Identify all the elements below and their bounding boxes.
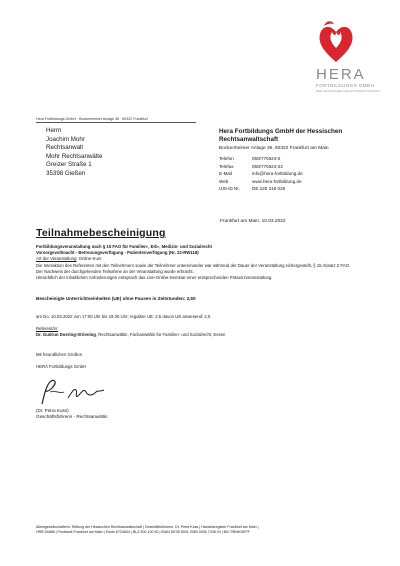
- address-line: Joachim Mohr: [46, 135, 85, 143]
- event-description: [36, 244, 386, 281]
- contact-value: DE 220 316 026: [252, 186, 286, 192]
- greeting: Mit freundlichen Grüßen: [36, 352, 83, 357]
- contact-label: Telefon: [219, 156, 234, 161]
- address-line: Herrn: [46, 127, 62, 134]
- speaker-label: Referent/in:: [36, 326, 59, 331]
- contact-value: 069/770624-22: [252, 163, 283, 169]
- company-name: Hera Fortbildungs GmbH der Hessischen Rechtsanwaltschaft: [219, 128, 343, 143]
- speaker-name: Dr. Gudrun Doering-Striening: [36, 332, 96, 338]
- contact-label: USt-ID Nr.: [219, 186, 240, 192]
- address-line: 35398 Gießen: [46, 169, 86, 177]
- contact-row: [219, 178, 379, 186]
- recipient-address: [46, 127, 102, 179]
- signer-block: [36, 408, 108, 421]
- event-kind-value: : Online-Kurs: [76, 256, 102, 262]
- sender-divider: [36, 122, 196, 123]
- logo-tagline: FORTBILDUNGS GMBH: [316, 83, 375, 88]
- contact-row: [219, 155, 379, 163]
- event-paragraph-1: Die Interaktion des Referenten mit den Teilnehmern sowie der Teilnehmer untereinander war während der Dauer der Veranstaltung sichergestellt, § 15 Absatz 2 FAO.: [36, 262, 351, 268]
- contact-row: [219, 170, 379, 178]
- company-street: Bockenheimer Anlage 36, 60322 Frankfurt am Main: [219, 146, 329, 151]
- closing-company: HERA Fortbildungs GmbH: [36, 364, 87, 369]
- speaker-line: [36, 332, 386, 338]
- event-line-2: Vorsorgevollmacht - Betreuungsverfügung - Patientenverfügung (Nr. 22-RW118): [36, 250, 199, 256]
- contact-email[interactable]: info@hera-fortbildung.de: [252, 171, 303, 177]
- page-title: Teilnahmebescheinigung: [36, 227, 166, 239]
- event-line-1: Fortbildungsveranstaltung nach § 15 FAO für Familien-, Erb-, Medizin- und Sozialrecht: [36, 244, 212, 249]
- logo-name: HERA: [316, 66, 366, 83]
- contact-value: 069/770624-0: [252, 156, 281, 161]
- contact-label: E-Mail: [219, 171, 233, 177]
- schedule: am Do. 10.03.2022 von 17:00 Uhr bis 19:30 Uhr; reguläre UE: 2,5 davon UE anwesend: 2,5: [36, 314, 211, 319]
- address-line: Greizer Straße 1: [46, 161, 92, 169]
- address-line: Mohr Rechtsanwälte: [46, 152, 103, 160]
- hera-logo: [282, 18, 381, 110]
- speaker-block: [36, 326, 386, 338]
- heart-flame-icon: [316, 18, 356, 66]
- letter-date: Frankfurt am Main, 10.03.2022: [220, 219, 286, 224]
- sender-line: Hera Fortbildungs GmbH · Bockenheimer Anlage 36 · 60322 Frankfurt: [36, 117, 148, 121]
- handwritten-signature: [38, 378, 108, 406]
- contact-label: Web: [219, 178, 229, 184]
- contact-label: Telefax: [219, 163, 234, 169]
- event-kind-label: Art der Veranstaltung: [36, 256, 77, 262]
- certified-hours: Bescheinigte Unterrichtseinheiten (UE) ohne Pausen in Zeitstunden: 2,50: [36, 296, 196, 301]
- address-line: Rechtsanwalt: [46, 144, 84, 152]
- contact-list: [219, 155, 379, 193]
- signer-name: (Dr. Petra Kuss): [36, 408, 69, 413]
- footer-line-1: Alleingesellschafterin: Stiftung der Hessischen Rechtsanwaltschaft | Geschäftsführerin: Dr. Petra Kuss | Handelsregister Frankfurt am Main |: [36, 525, 259, 529]
- signer-role: Geschäftsführerin - Rechtsanwältin: [36, 414, 108, 420]
- speaker-details: , Rechtsanwältin, Fachanwältin für Familien- und Sozialrecht, Essen: [95, 332, 226, 338]
- contact-row: [219, 163, 379, 171]
- event-paragraph-3: Hinsichtlich der inhaltlichen Anforderungen entsprach das Live-Online-Seminar einer entsprechenden Präsenzveranstaltung.: [36, 275, 273, 281]
- contact-row: [219, 185, 379, 193]
- contact-website[interactable]: www.hera-fortbildung.de: [252, 178, 302, 184]
- event-paragraph-2: Der Nachweis der durchgehenden Teilnahme an der Veranstaltung wurde erbracht.: [36, 268, 194, 274]
- logo-subline: DER HESSISCHEN RECHTSANWALTSCHAFT: [316, 89, 381, 93]
- footer: [36, 525, 376, 535]
- footer-line-2: HRB 54688 | Postbank Frankfurt am Main | Konto 6724604 | BLZ 500 100 60 | IBAN DE35 5001 0060 0006 7246 04 | BIC PBNKDEFF: [36, 530, 250, 535]
- company-info: [219, 128, 379, 193]
